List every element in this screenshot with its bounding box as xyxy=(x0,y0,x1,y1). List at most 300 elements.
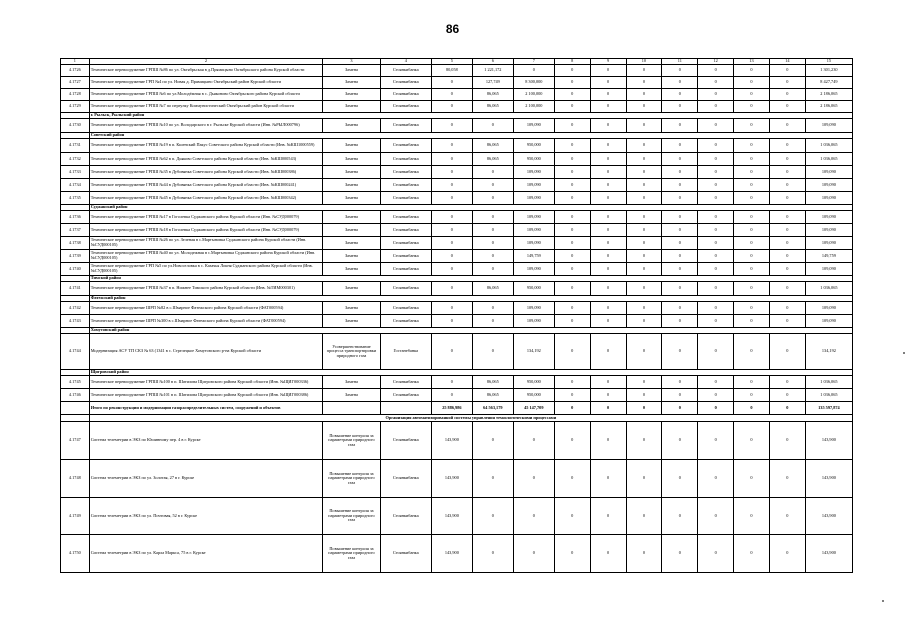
row-total: 109,090 xyxy=(805,166,852,179)
value-col-9: 0 xyxy=(590,89,626,101)
value-col-10: 0 xyxy=(626,250,662,263)
funding-source: Стоянкибанка xyxy=(380,139,431,153)
table-row xyxy=(61,224,853,237)
value-col-6: 86,065 xyxy=(472,139,513,153)
value-col-7: 109,090 xyxy=(513,263,554,276)
value-col-7: 45 147,709 xyxy=(513,402,554,415)
value-col-8: 0 xyxy=(554,237,590,250)
funding-source: Стоянкибанка xyxy=(380,535,431,573)
value-col-7: 950,000 xyxy=(513,139,554,153)
value-col-10: 0 xyxy=(626,422,662,460)
value-col-10: 0 xyxy=(626,376,662,389)
column-number: 12 xyxy=(698,59,734,65)
object-name: Техническое перевооружение ГРПШ №44 в Дубовянка Советского района Курской области (Инв. №КШ000241) xyxy=(89,179,323,192)
value-col-9: 0 xyxy=(590,224,626,237)
work-type: Замена xyxy=(323,77,380,89)
work-type: Замена xyxy=(323,139,380,153)
value-col-5: 0 xyxy=(431,282,472,296)
work-type: Замена xyxy=(323,263,380,276)
funding-source: Стоянкибанка xyxy=(380,192,431,205)
value-col-14: 0 xyxy=(769,535,805,573)
value-col-6: 0 xyxy=(472,498,513,535)
row-total: 1 036,065 xyxy=(805,282,852,296)
value-col-9: 0 xyxy=(590,315,626,328)
value-col-5: 0 xyxy=(431,89,472,101)
value-col-8: 0 xyxy=(554,376,590,389)
item-number: 4.1734 xyxy=(61,179,90,192)
row-total: 143,900 xyxy=(805,535,852,573)
row-total: 149,759 xyxy=(805,250,852,263)
value-col-9: 0 xyxy=(590,498,626,535)
value-col-13: 0 xyxy=(734,302,770,315)
value-col-6: 0 xyxy=(472,422,513,460)
item-number: 4.1728 xyxy=(61,89,90,101)
object-name: Модернизация АСУ ТП СКЗ № 63 (1341 в с. Стрелецкое Хомутовского р-на Курской области xyxy=(89,334,323,370)
column-number: 14 xyxy=(769,59,805,65)
value-col-6: 86,065 xyxy=(472,101,513,113)
column-number: 13 xyxy=(734,59,770,65)
value-col-5: 0 xyxy=(431,192,472,205)
district-heading: Хомутовский район xyxy=(89,328,852,334)
value-col-14: 0 xyxy=(769,211,805,224)
object-name: Техническое перевооружение ГРПШ №100 в п. Шатилова Щигровского района Курской области (Инв. №ЩИГ000336) xyxy=(89,376,323,389)
value-col-8: 0 xyxy=(554,460,590,498)
funding-source: Стоянкибанка xyxy=(380,65,431,77)
value-col-9: 0 xyxy=(590,302,626,315)
value-col-14: 0 xyxy=(769,153,805,166)
value-col-5: 0 xyxy=(431,389,472,402)
row-total: 1 036,065 xyxy=(805,139,852,153)
value-col-5: 0 xyxy=(431,166,472,179)
value-col-13: 0 xyxy=(734,153,770,166)
work-type: Повышение контроля за параметрами природного газа xyxy=(323,535,380,573)
value-col-6: 86,065 xyxy=(472,389,513,402)
work-type: Замена xyxy=(323,302,380,315)
value-col-5: 0 xyxy=(431,153,472,166)
value-col-10: 0 xyxy=(626,192,662,205)
value-col-14: 0 xyxy=(769,302,805,315)
value-col-9: 0 xyxy=(590,250,626,263)
item-number: 4.1743 xyxy=(61,315,90,328)
value-col-13: 0 xyxy=(734,65,770,77)
row-total: 135 597,874 xyxy=(805,402,852,415)
value-col-7: 109,090 xyxy=(513,166,554,179)
work-type: Замена xyxy=(323,119,380,133)
row-total: 1 036,065 xyxy=(805,389,852,402)
value-col-8: 0 xyxy=(554,250,590,263)
object-name: Техническое перевооружение ГРПШ №7 по переулку Коммунистический Октябрьский район Курской области xyxy=(89,101,323,113)
value-col-7: 2 100,000 xyxy=(513,101,554,113)
value-col-5: 0 xyxy=(431,250,472,263)
value-col-9: 0 xyxy=(590,422,626,460)
work-type: Повышение контроля за параметрами природного газа xyxy=(323,460,380,498)
funding-source: Стоянкибанка xyxy=(380,224,431,237)
funding-source: Стоянкибанка xyxy=(380,179,431,192)
value-col-7: 0 xyxy=(513,535,554,573)
value-col-10: 0 xyxy=(626,263,662,276)
work-type: Замена xyxy=(323,282,380,296)
value-col-7: 109,090 xyxy=(513,192,554,205)
value-col-13: 0 xyxy=(734,119,770,133)
value-col-7: 950,000 xyxy=(513,389,554,402)
value-col-5: 143,900 xyxy=(431,535,472,573)
row-total: 109,090 xyxy=(805,263,852,276)
work-type: Замена xyxy=(323,65,380,77)
value-col-11: 0 xyxy=(662,166,698,179)
scan-speck xyxy=(882,600,884,602)
work-type: Замена xyxy=(323,224,380,237)
object-name: Техническое перевооружение ГРПШ №37 в п. Нижнее Тимского района Курской области (Инв. №ТИМ000301) xyxy=(89,282,323,296)
item-number: 4.1733 xyxy=(61,166,90,179)
object-name: Техническое перевооружение ГРП №4 по ул. Новая д. Прямицыно Октябрьский район Курской области xyxy=(89,77,323,89)
item-number: 4.1726 xyxy=(61,65,90,77)
item-number: 4.1746 xyxy=(61,389,90,402)
value-col-6: 64 563,179 xyxy=(472,402,513,415)
value-col-5: 80,058 xyxy=(431,65,472,77)
object-name: Техническое перевооружение ГРПШ №40 по ул. Молодежная в с.Мартыновка Суджанского района Курской области (Инв. №СУД000105) xyxy=(89,250,323,263)
table-row xyxy=(61,192,853,205)
object-name: Техническое перевооружение ГРПШ №45 в Дубовянка Советского района Курской области (Инв. №КШ000342) xyxy=(89,192,323,205)
value-col-12: 0 xyxy=(698,166,734,179)
table-row xyxy=(61,250,853,263)
item-number: 4.1741 xyxy=(61,282,90,296)
object-name: Техническое перевооружение ГРПШ №19 в п. Кшенский Пакус Советского района Курской области (Инв. №КШ1000559) xyxy=(89,139,323,153)
funding-source: Стоянкибанка xyxy=(380,422,431,460)
value-col-6: 0 xyxy=(472,315,513,328)
value-col-12: 0 xyxy=(698,498,734,535)
value-col-12: 0 xyxy=(698,119,734,133)
value-col-10: 0 xyxy=(626,166,662,179)
value-col-6: 0 xyxy=(472,302,513,315)
value-col-14: 0 xyxy=(769,139,805,153)
value-col-14: 0 xyxy=(769,282,805,296)
value-col-7: 109,090 xyxy=(513,179,554,192)
table-row xyxy=(61,263,853,276)
value-col-11: 0 xyxy=(662,89,698,101)
table-row xyxy=(61,498,853,535)
object-name: Система телеметрии в ЭКЗ по Юшинному пер. 4 в г. Курске xyxy=(89,422,323,460)
value-col-10: 0 xyxy=(626,302,662,315)
table-row xyxy=(61,101,853,113)
funding-source xyxy=(380,402,431,415)
value-col-6: 0 xyxy=(472,119,513,133)
object-name: Техническое перевооружение ГРПШ №35 в Дубовянка Советского района Курской области (Инв. №КШ000386) xyxy=(89,166,323,179)
value-col-7: 109,090 xyxy=(513,211,554,224)
value-col-12: 0 xyxy=(698,101,734,113)
value-col-13: 0 xyxy=(734,315,770,328)
value-col-9: 0 xyxy=(590,119,626,133)
value-col-11: 0 xyxy=(662,119,698,133)
column-number: 3 xyxy=(323,59,380,65)
value-col-14: 0 xyxy=(769,77,805,89)
district-heading: Советский район xyxy=(89,133,852,139)
value-col-7: 109,090 xyxy=(513,119,554,133)
value-col-6: 86,065 xyxy=(472,376,513,389)
value-col-10: 0 xyxy=(626,211,662,224)
value-col-13: 0 xyxy=(734,166,770,179)
value-col-14: 0 xyxy=(769,192,805,205)
row-total: 109,090 xyxy=(805,224,852,237)
value-col-12: 0 xyxy=(698,263,734,276)
value-col-13: 0 xyxy=(734,211,770,224)
value-col-5: 0 xyxy=(431,139,472,153)
item-number: 4.1735 xyxy=(61,192,90,205)
value-col-12: 0 xyxy=(698,139,734,153)
value-col-11: 0 xyxy=(662,139,698,153)
value-col-8: 0 xyxy=(554,77,590,89)
table-row xyxy=(61,302,853,315)
value-col-12: 0 xyxy=(698,250,734,263)
table-row xyxy=(61,334,853,370)
value-col-8: 0 xyxy=(554,422,590,460)
item-number: 4.1748 xyxy=(61,460,90,498)
table-row xyxy=(61,77,853,89)
table-row xyxy=(61,376,853,389)
table-row xyxy=(61,65,853,77)
value-col-5: 0 xyxy=(431,237,472,250)
column-number: 6 xyxy=(472,59,513,65)
object-name: Техническое перевооружение ГРПШ №86 по ул. Октябрьская в д.Прямицыно Октябрьского района Курской области xyxy=(89,65,323,77)
value-col-10: 0 xyxy=(626,334,662,370)
work-type: Усовершенствование процесса транспортировки природного газа xyxy=(323,334,380,370)
work-type: Повышение контроля за параметрами природного газа xyxy=(323,498,380,535)
value-col-10: 0 xyxy=(626,139,662,153)
value-col-14: 0 xyxy=(769,498,805,535)
value-col-7: 0 xyxy=(513,65,554,77)
table-row xyxy=(61,166,853,179)
value-col-11: 0 xyxy=(662,224,698,237)
value-col-13: 0 xyxy=(734,263,770,276)
value-col-6: 0 xyxy=(472,334,513,370)
value-col-10: 0 xyxy=(626,101,662,113)
value-col-9: 0 xyxy=(590,211,626,224)
district-heading: Фатежский район xyxy=(89,296,852,302)
value-col-10: 0 xyxy=(626,402,662,415)
value-col-7: 8 300,000 xyxy=(513,77,554,89)
value-col-11: 0 xyxy=(662,211,698,224)
page-number: 86 xyxy=(445,22,460,36)
value-col-12: 0 xyxy=(698,237,734,250)
value-col-12: 0 xyxy=(698,192,734,205)
value-col-14: 0 xyxy=(769,166,805,179)
value-col-12: 0 xyxy=(698,179,734,192)
item-number: 4.1740 xyxy=(61,263,90,276)
work-type: Замена xyxy=(323,376,380,389)
value-col-8: 0 xyxy=(554,224,590,237)
row-total: 2 186,065 xyxy=(805,89,852,101)
work-type: Замена xyxy=(323,179,380,192)
value-col-12: 0 xyxy=(698,460,734,498)
value-col-13: 0 xyxy=(734,389,770,402)
row-total: 143,900 xyxy=(805,498,852,535)
object-name: Техническое перевооружение ГРП №5 по ул.Новоселовка в с. Казачья Локня Суджанского района Курской области (Инв. №СУД000105) xyxy=(89,263,323,276)
value-col-10: 0 xyxy=(626,119,662,133)
value-col-13: 0 xyxy=(734,376,770,389)
value-col-10: 0 xyxy=(626,224,662,237)
value-col-5: 0 xyxy=(431,179,472,192)
value-col-14: 0 xyxy=(769,179,805,192)
value-col-14: 0 xyxy=(769,315,805,328)
item-number: 4.1732 xyxy=(61,153,90,166)
value-col-8: 0 xyxy=(554,89,590,101)
table-row xyxy=(61,153,853,166)
row-total: 109,090 xyxy=(805,179,852,192)
row-total: 134,192 xyxy=(805,334,852,370)
value-col-12: 0 xyxy=(698,77,734,89)
value-col-11: 0 xyxy=(662,535,698,573)
item-number: 4.1730 xyxy=(61,119,90,133)
object-name: Техническое перевооружение ГРПШ №101 в п. Шатилова Щигровского района Курской области (Инв. №ЩИГ000386) xyxy=(89,389,323,402)
value-col-13: 0 xyxy=(734,77,770,89)
value-col-8: 0 xyxy=(554,402,590,415)
value-col-11: 0 xyxy=(662,498,698,535)
item-number: 4.1745 xyxy=(61,376,90,389)
section-title: Организация автоматизированной системы управления технологическими процессами xyxy=(89,415,852,422)
work-type: Замена xyxy=(323,192,380,205)
value-col-8: 0 xyxy=(554,389,590,402)
work-type: Замена xyxy=(323,166,380,179)
value-col-7: 2 100,000 xyxy=(513,89,554,101)
item-number: 4.1749 xyxy=(61,498,90,535)
value-col-13: 0 xyxy=(734,224,770,237)
value-col-11: 0 xyxy=(662,237,698,250)
value-col-13: 0 xyxy=(734,402,770,415)
value-col-11: 0 xyxy=(662,315,698,328)
value-col-11: 0 xyxy=(662,250,698,263)
value-col-9: 0 xyxy=(590,389,626,402)
column-number: 2 xyxy=(89,59,323,65)
object-name: Итого по реконструкции и модернизации газораспределительных систем, сооружений и объектов xyxy=(89,402,323,415)
value-col-7: 109,090 xyxy=(513,315,554,328)
value-col-13: 0 xyxy=(734,179,770,192)
value-col-10: 0 xyxy=(626,498,662,535)
row-total: 1 301,230 xyxy=(805,65,852,77)
value-col-5: 143,900 xyxy=(431,422,472,460)
funding-source: Стоянкибанка xyxy=(380,389,431,402)
blank-cell xyxy=(61,415,90,422)
value-col-12: 0 xyxy=(698,315,734,328)
value-col-10: 0 xyxy=(626,65,662,77)
value-col-13: 0 xyxy=(734,535,770,573)
column-number: 10 xyxy=(626,59,662,65)
column-number: 8 xyxy=(554,59,590,65)
value-col-14: 0 xyxy=(769,224,805,237)
value-col-5: 143,900 xyxy=(431,460,472,498)
value-col-14: 0 xyxy=(769,460,805,498)
value-col-14: 0 xyxy=(769,334,805,370)
value-col-6: 0 xyxy=(472,224,513,237)
item-number: 4.1747 xyxy=(61,422,90,460)
value-col-5: 0 xyxy=(431,302,472,315)
value-col-10: 0 xyxy=(626,535,662,573)
value-col-9: 0 xyxy=(590,376,626,389)
funding-source: Стоянкибанка xyxy=(380,119,431,133)
item-number: 4.1731 xyxy=(61,139,90,153)
value-col-10: 0 xyxy=(626,89,662,101)
value-col-6: 1 221,172 xyxy=(472,65,513,77)
item-number: 4.1738 xyxy=(61,237,90,250)
value-col-9: 0 xyxy=(590,65,626,77)
value-col-5: 0 xyxy=(431,211,472,224)
row-total: 109,090 xyxy=(805,119,852,133)
value-col-11: 0 xyxy=(662,422,698,460)
value-col-5: 0 xyxy=(431,119,472,133)
work-type xyxy=(323,402,380,415)
value-col-10: 0 xyxy=(626,389,662,402)
value-col-11: 0 xyxy=(662,402,698,415)
value-col-12: 0 xyxy=(698,302,734,315)
object-name: Техническое перевооружение ШРП №300 в с.Шмарное Фатежского района Курской области (ФАТ000594) xyxy=(89,315,323,328)
value-col-6: 0 xyxy=(472,263,513,276)
section-title-row xyxy=(61,415,853,422)
value-col-11: 0 xyxy=(662,389,698,402)
work-type: Замена xyxy=(323,315,380,328)
row-total: 109,090 xyxy=(805,237,852,250)
value-col-6: 0 xyxy=(472,250,513,263)
value-col-5: 0 xyxy=(431,224,472,237)
funding-source: Стоянкибанка xyxy=(380,89,431,101)
value-col-8: 0 xyxy=(554,179,590,192)
item-number: 4.1729 xyxy=(61,101,90,113)
funding-source: Гостанебанка xyxy=(380,334,431,370)
value-col-13: 0 xyxy=(734,139,770,153)
value-col-11: 0 xyxy=(662,302,698,315)
value-col-13: 0 xyxy=(734,334,770,370)
value-col-6: 0 xyxy=(472,179,513,192)
funding-source: Стоянкибанка xyxy=(380,77,431,89)
table-row xyxy=(61,89,853,101)
value-col-5: 0 xyxy=(431,101,472,113)
column-number: 11 xyxy=(662,59,698,65)
value-col-5: 0 xyxy=(431,315,472,328)
object-name: Техническое перевооружение ГРПШ №62 в п. Дьяково Советского района Курской области (Инв. №КШ000543) xyxy=(89,153,323,166)
value-col-5: 0 xyxy=(431,263,472,276)
value-col-9: 0 xyxy=(590,153,626,166)
value-col-6: 0 xyxy=(472,166,513,179)
funding-source: Стоянкибанка xyxy=(380,211,431,224)
row-total: 109,090 xyxy=(805,302,852,315)
item-number: 4.1736 xyxy=(61,211,90,224)
value-col-6: 86,065 xyxy=(472,89,513,101)
value-col-14: 0 xyxy=(769,250,805,263)
funding-source: Стоянкибанка xyxy=(380,376,431,389)
value-col-8: 0 xyxy=(554,192,590,205)
value-col-12: 0 xyxy=(698,535,734,573)
value-col-11: 0 xyxy=(662,460,698,498)
value-col-6: 0 xyxy=(472,192,513,205)
object-name: Система телеметрии в ЭКЗ по ул. Почтовая, 52 в г. Курске xyxy=(89,498,323,535)
value-col-9: 0 xyxy=(590,334,626,370)
table-row xyxy=(61,389,853,402)
table-row xyxy=(61,460,853,498)
item-number: 4.1750 xyxy=(61,535,90,573)
value-col-14: 0 xyxy=(769,101,805,113)
funding-source: Стоянкибанка xyxy=(380,166,431,179)
value-col-7: 149,759 xyxy=(513,250,554,263)
value-col-13: 0 xyxy=(734,237,770,250)
value-col-8: 0 xyxy=(554,498,590,535)
table-body xyxy=(61,59,853,573)
row-total: 2 186,065 xyxy=(805,101,852,113)
value-col-12: 0 xyxy=(698,282,734,296)
value-col-8: 0 xyxy=(554,334,590,370)
value-col-8: 0 xyxy=(554,315,590,328)
value-col-8: 0 xyxy=(554,153,590,166)
district-heading: г. Рыльск, Рыльский район xyxy=(89,113,852,119)
value-col-7: 0 xyxy=(513,422,554,460)
value-col-11: 0 xyxy=(662,282,698,296)
value-col-14: 0 xyxy=(769,402,805,415)
